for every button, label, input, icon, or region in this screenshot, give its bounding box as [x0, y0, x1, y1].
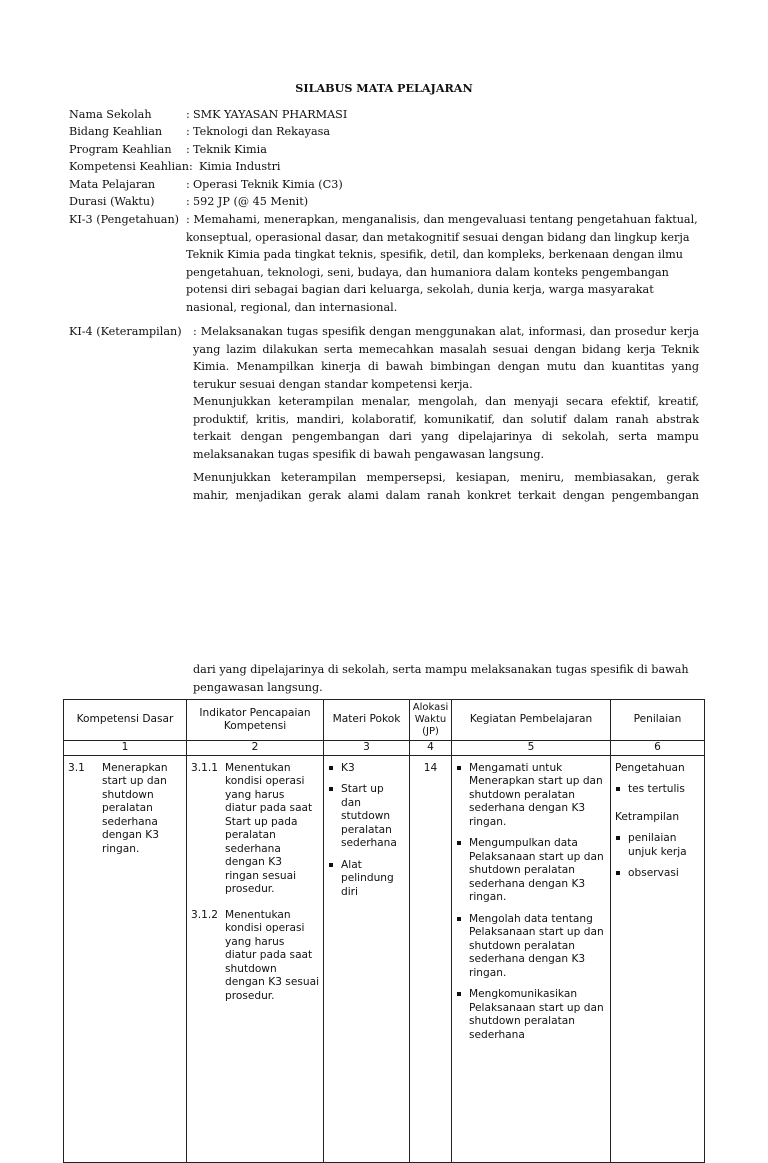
cell-penilaian	[611, 755, 705, 1162]
sep-nama-sekolah: :	[186, 108, 190, 121]
table-header-row	[64, 700, 705, 741]
cell-kegiatan	[452, 755, 611, 1162]
sep-durasi: :	[186, 195, 190, 208]
table-row	[64, 755, 705, 1162]
indicator-number: 3.1.2	[191, 908, 218, 921]
penilaian-keterampilan-list	[615, 832, 700, 881]
label-durasi: Durasi (Waktu)	[69, 195, 155, 208]
ki4-line: Kimia. Menampilkan kinerja di bawah bimbingan dengan mutu dan kuantitas yang	[193, 360, 699, 373]
ki4-continuation	[193, 661, 703, 697]
cell-materi-pokok	[324, 755, 410, 1162]
ki4-line: Menunjukkan keterampilan menalar, mengolah, dan menyaji secara efektif, kreatif,	[193, 395, 699, 408]
indicator-text: Menentukan kondisi operasi yang harus diatur pada saat Start up pada peralatan sederhana dengan K3 ringan sesuai prosedur.	[225, 761, 313, 895]
kd-item	[68, 762, 182, 857]
ki4-paragraph-1	[193, 323, 699, 393]
list-item: tes tertulis	[615, 783, 700, 797]
table-number-row	[64, 741, 705, 756]
indicator-text: Menentukan kondisi operasi yang harus diatur pada saat shutdown dengan K3 sesuai prosedur.	[225, 908, 320, 1002]
column-number: 4	[410, 741, 452, 756]
header-kegiatan: Kegiatan Pembelajaran	[452, 700, 611, 741]
kd-number: 3.1	[68, 761, 85, 774]
ki4-text	[193, 323, 699, 504]
indicator-number: 3.1.1	[191, 761, 218, 774]
cell-indikator	[187, 755, 324, 1162]
list-item: Mengolah data tentang Pelaksanaan start up dan shutdown peralatan sederhana dengan K3 ringan.	[456, 913, 606, 981]
materi-list	[328, 762, 405, 900]
ki3-text	[186, 211, 706, 316]
list-item: Mengumpulkan data Pelaksanaan start up dan shutdown peralatan sederhana dengan K3 ringan.	[456, 837, 606, 905]
header-indikator: Indikator Pencapaian Kompetensi	[187, 700, 324, 741]
label-program-keahlian: Program Keahlian	[69, 143, 172, 156]
ki4-line: produktif, kritis, mandiri, kolaboratif, komunikatif, dan solutif dalam ranah abstrak	[193, 412, 699, 426]
column-number: 1	[64, 741, 187, 756]
list-item: Alat pelindung diri	[328, 859, 405, 900]
ki3-label: KI-3 (Pengetahuan)	[69, 213, 180, 226]
column-number: 2	[187, 741, 324, 756]
column-number: 5	[452, 741, 611, 756]
list-item: penilaian unjuk kerja	[615, 832, 700, 859]
ki4-line: terukur sesuai dengan standar kompetensi kerja.	[193, 377, 473, 391]
list-item: Mengamati untuk Menerapkan start up dan shutdown peralatan sederhana dengan K3 ringan.	[456, 762, 606, 830]
header-alokasi-waktu: Alokasi Waktu (JP)	[410, 700, 452, 741]
ki4-paragraph-2	[193, 393, 699, 463]
header-materi-pokok: Materi Pokok	[324, 700, 410, 741]
value-mata-pelajaran: Operasi Teknik Kimia (C3)	[193, 178, 343, 191]
label-kompetensi-keahlian: Kompetensi Keahlian:	[69, 160, 193, 173]
value-nama-sekolah: SMK YAYASAN PHARMASI	[193, 108, 348, 121]
indicator-item	[191, 909, 319, 1004]
ki4-tail-line: pengawasan langsung.	[193, 681, 323, 694]
value-durasi: 592 JP (@ 45 Menit)	[193, 195, 309, 208]
document-title: SILABUS MATA PELAJARAN	[295, 81, 473, 95]
ki3-line: nasional, regional, dan internasional.	[186, 300, 398, 314]
ki3-line: : Memahami, menerapkan, menganalisis, dan mengevaluasi tentang pengetahuan faktual,	[186, 213, 698, 226]
ki4-line: mahir, menjadikan gerak alami dalam ranah konkret terkait dengan pengembangan	[193, 488, 699, 502]
cell-alokasi-waktu: 14	[410, 755, 452, 1162]
label-nama-sekolah: Nama Sekolah	[69, 108, 152, 121]
value-kompetensi-keahlian: Kimia Industri	[199, 160, 281, 173]
ki3-line: Teknik Kimia pada tingkat teknis, spesifik, detil, dan kompleks, berkenaan dengan ilmu	[186, 248, 683, 261]
syllabus-table	[63, 699, 705, 1163]
ki4-line: : Melaksanakan tugas spesifik dengan menggunakan alat, informasi, dan prosedur kerja	[193, 325, 699, 338]
ki4-label: KI-4 (Keterampilan)	[69, 325, 182, 338]
column-number: 3	[324, 741, 410, 756]
list-item: Mengkomunikasikan Pelaksanaan start up dan shutdown peralatan sederhana	[456, 988, 606, 1042]
label-mata-pelajaran: Mata Pelajaran	[69, 178, 156, 191]
ki3-line: konseptual, operasional dasar, dan metakognitif sesuai dengan bidang dan lingkup kerja	[186, 230, 690, 244]
ki4-line: terkait dengan pengembangan dari yang dipelajarinya di sekolah, serta mampu	[193, 430, 699, 443]
cell-kompetensi-dasar	[64, 755, 187, 1162]
ki4-line: melaksanakan tugas spesifik di bawah pengawasan langsung.	[193, 447, 545, 461]
indicator-item	[191, 762, 319, 897]
sep-program-keahlian: :	[186, 143, 190, 156]
label-bidang-keahlian: Bidang Keahlian	[69, 125, 163, 138]
ki4-tail-line: dari yang dipelajarinya di sekolah, serta mampu melaksanakan tugas spesifik di bawah	[193, 663, 689, 676]
list-item: Start up dan stutdown peralatan sederhana	[328, 783, 405, 851]
ki4-paragraph-3	[193, 469, 699, 504]
header-penilaian: Penilaian	[611, 700, 705, 741]
list-item: observasi	[615, 867, 700, 881]
value-program-keahlian: Teknik Kimia	[193, 143, 267, 156]
header-kompetensi-dasar: Kompetensi Dasar	[64, 700, 187, 741]
penilaian-keterampilan-label: Ketrampilan	[615, 810, 680, 823]
sep-mata-pelajaran: :	[186, 178, 190, 191]
column-number: 6	[611, 741, 705, 756]
list-item: K3	[328, 762, 405, 776]
value-bidang-keahlian: Teknologi dan Rekayasa	[193, 125, 331, 138]
ki3-line: potensi diri sebagai bagian dari keluarga, sekolah, dunia kerja, warga masyarakat	[186, 283, 654, 296]
sep-bidang-keahlian: :	[186, 125, 190, 138]
kd-text: Menerapkan start up dan shutdown peralatan sederhana dengan K3 ringan.	[102, 761, 168, 855]
penilaian-pengetahuan-list	[615, 783, 700, 797]
ki3-line: pengetahuan, teknologi, seni, budaya, dan humaniora dalam konteks pengembangan	[186, 265, 669, 279]
kegiatan-list	[456, 762, 606, 1043]
penilaian-pengetahuan-label: Pengetahuan	[615, 761, 685, 774]
ki4-line: Menunjukkan keterampilan mempersepsi, kesiapan, meniru, membiasakan, gerak	[193, 471, 699, 484]
ki4-line: yang lazim dilakukan serta memecahkan masalah sesuai dengan bidang kerja Teknik	[193, 342, 699, 356]
